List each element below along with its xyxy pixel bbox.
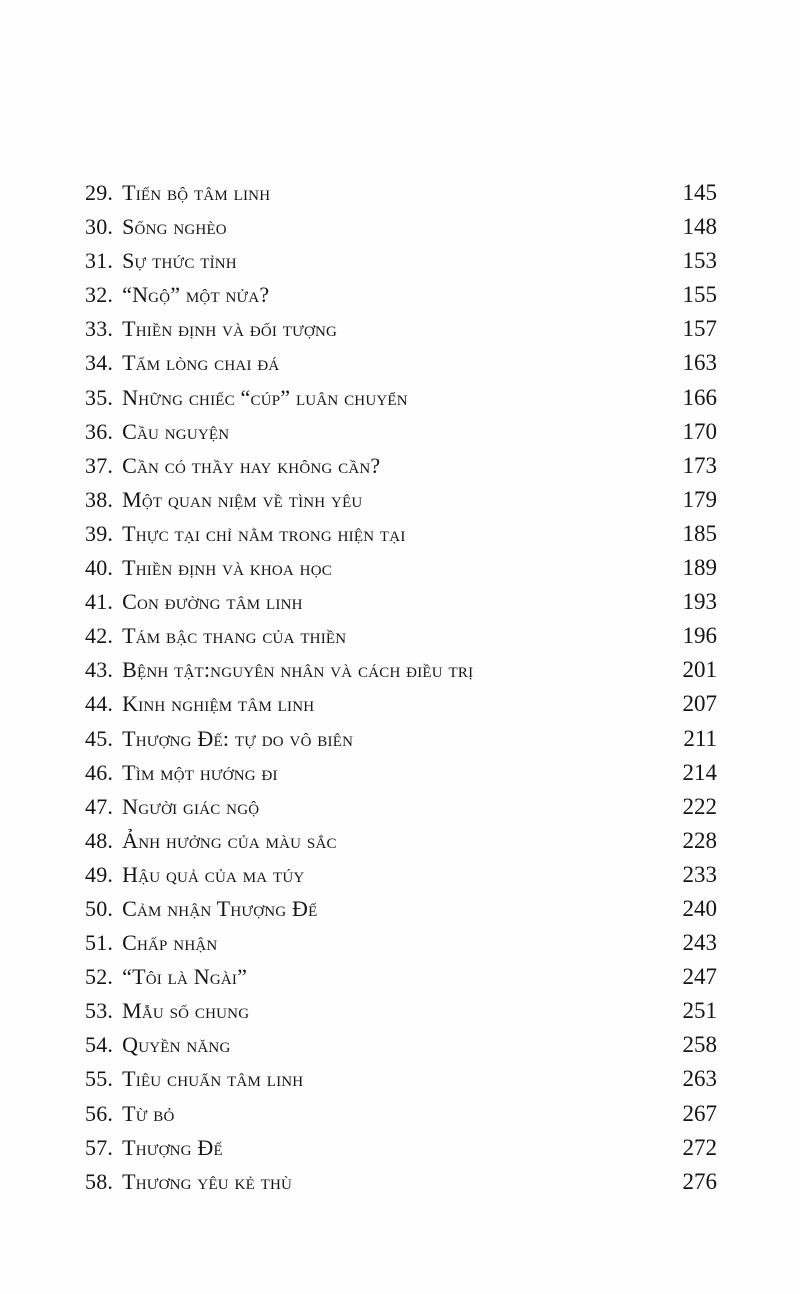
toc-entry <box>85 350 717 384</box>
chapter-title: Tiến bộ tâm linh <box>122 180 271 205</box>
page-number: 272 <box>682 1134 717 1160</box>
chapter-title: Thượng Đế <box>122 1134 223 1160</box>
toc-entry <box>85 862 717 896</box>
chapter-number: 36. <box>85 418 114 444</box>
toc-entry <box>85 248 717 282</box>
chapter-title: Cần có thầy hay không cần? <box>122 452 381 478</box>
chapter-number: 49. <box>85 861 114 887</box>
toc-entry-title <box>85 1169 292 1195</box>
page-number: 179 <box>682 486 717 512</box>
page-number: 170 <box>682 418 717 444</box>
chapter-title: Tám bậc thang của thiền <box>122 623 347 649</box>
page-number: 166 <box>682 384 717 410</box>
chapter-title: “Ngộ” một nửa? <box>122 282 270 308</box>
toc-entry <box>85 487 717 521</box>
chapter-title: Thượng Đế: tự do vô biên <box>122 725 354 751</box>
toc-entry <box>85 1032 717 1066</box>
toc-entry-title <box>85 555 332 581</box>
chapter-number: 39. <box>85 520 114 546</box>
toc-entry-title <box>85 385 408 411</box>
toc-entry-title <box>85 180 270 206</box>
toc-entry-title <box>85 316 337 342</box>
chapter-number: 43. <box>85 657 114 683</box>
toc-entry-title <box>85 1066 303 1092</box>
page-number: 163 <box>682 350 717 376</box>
chapter-title: Thực tại chỉ nằm trong hiện tại <box>122 520 406 546</box>
chapter-number: 51. <box>85 930 114 956</box>
page-number: 173 <box>682 452 717 478</box>
toc-entry <box>85 930 717 964</box>
chapter-number: 44. <box>85 691 114 717</box>
chapter-title: Mẫu số chung <box>122 998 250 1024</box>
toc-entry-title <box>85 726 353 752</box>
page-number: 228 <box>682 827 717 853</box>
chapter-number: 40. <box>85 555 114 581</box>
toc-entry-title <box>85 794 259 820</box>
toc-entry <box>85 214 717 248</box>
chapter-number: 47. <box>85 793 114 819</box>
toc-entry-title <box>85 828 337 854</box>
table-of-contents <box>85 180 717 1203</box>
toc-entry <box>85 623 717 657</box>
toc-entry <box>85 896 717 930</box>
chapter-title: Tiêu chuẩn tâm linh <box>122 1066 304 1092</box>
toc-entry-title <box>85 214 227 240</box>
chapter-title: Bệnh tật:nguyên nhân và cách điều trị <box>122 657 474 683</box>
toc-entry <box>85 453 717 487</box>
page-number: 214 <box>682 759 717 785</box>
chapter-number: 46. <box>85 759 114 785</box>
page-number: 258 <box>682 1032 717 1058</box>
chapter-number: 55. <box>85 1066 114 1092</box>
toc-entry <box>85 964 717 998</box>
page-number: 193 <box>682 589 717 615</box>
chapter-title: Kinh nghiệm tâm linh <box>122 691 315 717</box>
chapter-number: 58. <box>85 1168 114 1194</box>
page-number: 233 <box>682 861 717 887</box>
page-number: 276 <box>682 1168 717 1194</box>
toc-entry <box>85 282 717 316</box>
toc-entry-title <box>85 282 269 308</box>
toc-entry-title <box>85 964 247 990</box>
chapter-title: Thương yêu kẻ thù <box>122 1168 293 1194</box>
toc-entry-title <box>85 350 279 376</box>
chapter-number: 54. <box>85 1032 114 1058</box>
page-number: 196 <box>682 623 717 649</box>
toc-entry-title <box>85 623 346 649</box>
toc-entry-title <box>85 930 217 956</box>
page-number: 263 <box>682 1066 717 1092</box>
chapter-title: Thiền định và khoa học <box>122 555 332 581</box>
chapter-title: Từ bỏ <box>122 1100 175 1126</box>
toc-entry <box>85 316 717 350</box>
page-number: 189 <box>682 555 717 581</box>
page-number: 247 <box>682 964 717 990</box>
chapter-number: 29. <box>85 180 114 205</box>
toc-entry <box>85 828 717 862</box>
toc-entry-title <box>85 691 314 717</box>
chapter-number: 33. <box>85 316 114 342</box>
chapter-number: 34. <box>85 350 114 376</box>
toc-entry <box>85 998 717 1032</box>
toc-entry-title <box>85 760 278 786</box>
page-number: 148 <box>682 214 717 240</box>
toc-entry-title <box>85 487 362 513</box>
toc-entry <box>85 385 717 419</box>
toc-entry <box>85 180 717 214</box>
chapter-number: 53. <box>85 998 114 1024</box>
page-number: 240 <box>682 895 717 921</box>
page-number: 155 <box>682 282 717 308</box>
chapter-title: Quyền năng <box>122 1032 231 1058</box>
chapter-number: 38. <box>85 486 114 512</box>
toc-entry <box>85 726 717 760</box>
chapter-number: 30. <box>85 214 114 240</box>
toc-entry <box>85 691 717 725</box>
toc-entry-title <box>85 862 304 888</box>
chapter-title: Con đường tâm linh <box>122 589 303 615</box>
chapter-number: 37. <box>85 452 114 478</box>
chapter-title: Sống nghèo <box>122 214 227 240</box>
chapter-number: 56. <box>85 1100 114 1126</box>
chapter-number: 42. <box>85 623 114 649</box>
chapter-number: 57. <box>85 1134 114 1160</box>
toc-entry <box>85 589 717 623</box>
chapter-number: 48. <box>85 827 114 853</box>
page-number: 201 <box>682 657 717 683</box>
chapter-title: Ảnh hưởng của màu sắc <box>122 827 337 853</box>
chapter-title: Người giác ngộ <box>122 793 260 819</box>
toc-entry <box>85 1066 717 1100</box>
chapter-number: 41. <box>85 589 114 615</box>
page-number: 222 <box>682 793 717 819</box>
chapter-number: 32. <box>85 282 114 308</box>
page-number: 207 <box>682 691 717 717</box>
page-number: 153 <box>682 248 717 274</box>
toc-entry-title <box>85 1135 223 1161</box>
toc-entry-title <box>85 521 406 547</box>
toc-entry <box>85 760 717 794</box>
toc-entry <box>85 419 717 453</box>
chapter-title: Cầu nguyện <box>122 418 230 444</box>
chapter-title: Những chiếc “cúp” luân chuyển <box>122 384 408 410</box>
chapter-title: Chấp nhận <box>122 930 218 956</box>
toc-entry <box>85 657 717 691</box>
toc-entry-title <box>85 657 473 683</box>
page-number: 243 <box>682 930 717 956</box>
toc-entry-title <box>85 453 380 479</box>
page-number: 145 <box>682 180 717 205</box>
toc-entry-title <box>85 589 303 615</box>
chapter-title: Hậu quả của ma túy <box>122 861 305 887</box>
page-number: 211 <box>683 725 717 751</box>
page-number: 267 <box>682 1100 717 1126</box>
toc-entry-title <box>85 419 229 445</box>
chapter-title: Một quan niệm về tình yêu <box>122 486 363 512</box>
chapter-title: Cảm nhận Thượng Đế <box>122 895 318 921</box>
toc-entry-title <box>85 1032 231 1058</box>
page-number: 157 <box>682 316 717 342</box>
toc-entry-title <box>85 1101 175 1127</box>
toc-entry <box>85 794 717 828</box>
chapter-title: Tấm lòng chai đá <box>122 350 280 376</box>
chapter-number: 50. <box>85 895 114 921</box>
toc-entry <box>85 555 717 589</box>
toc-entry-title <box>85 896 317 922</box>
chapter-number: 31. <box>85 248 114 274</box>
page-number: 251 <box>682 998 717 1024</box>
toc-entry <box>85 521 717 555</box>
toc-entry-title <box>85 248 237 274</box>
chapter-number: 52. <box>85 964 114 990</box>
chapter-title: “Tôi là Ngài” <box>122 964 248 990</box>
chapter-title: Tìm một hướng đi <box>122 759 278 785</box>
chapter-number: 45. <box>85 725 114 751</box>
chapter-title: Thiền định và đối tượng <box>122 316 338 342</box>
page-number: 185 <box>682 520 717 546</box>
chapter-title: Sự thức tỉnh <box>122 248 237 274</box>
toc-entry <box>85 1169 717 1203</box>
toc-entry <box>85 1101 717 1135</box>
toc-entry <box>85 1135 717 1169</box>
chapter-number: 35. <box>85 384 114 410</box>
toc-entry-title <box>85 998 249 1024</box>
